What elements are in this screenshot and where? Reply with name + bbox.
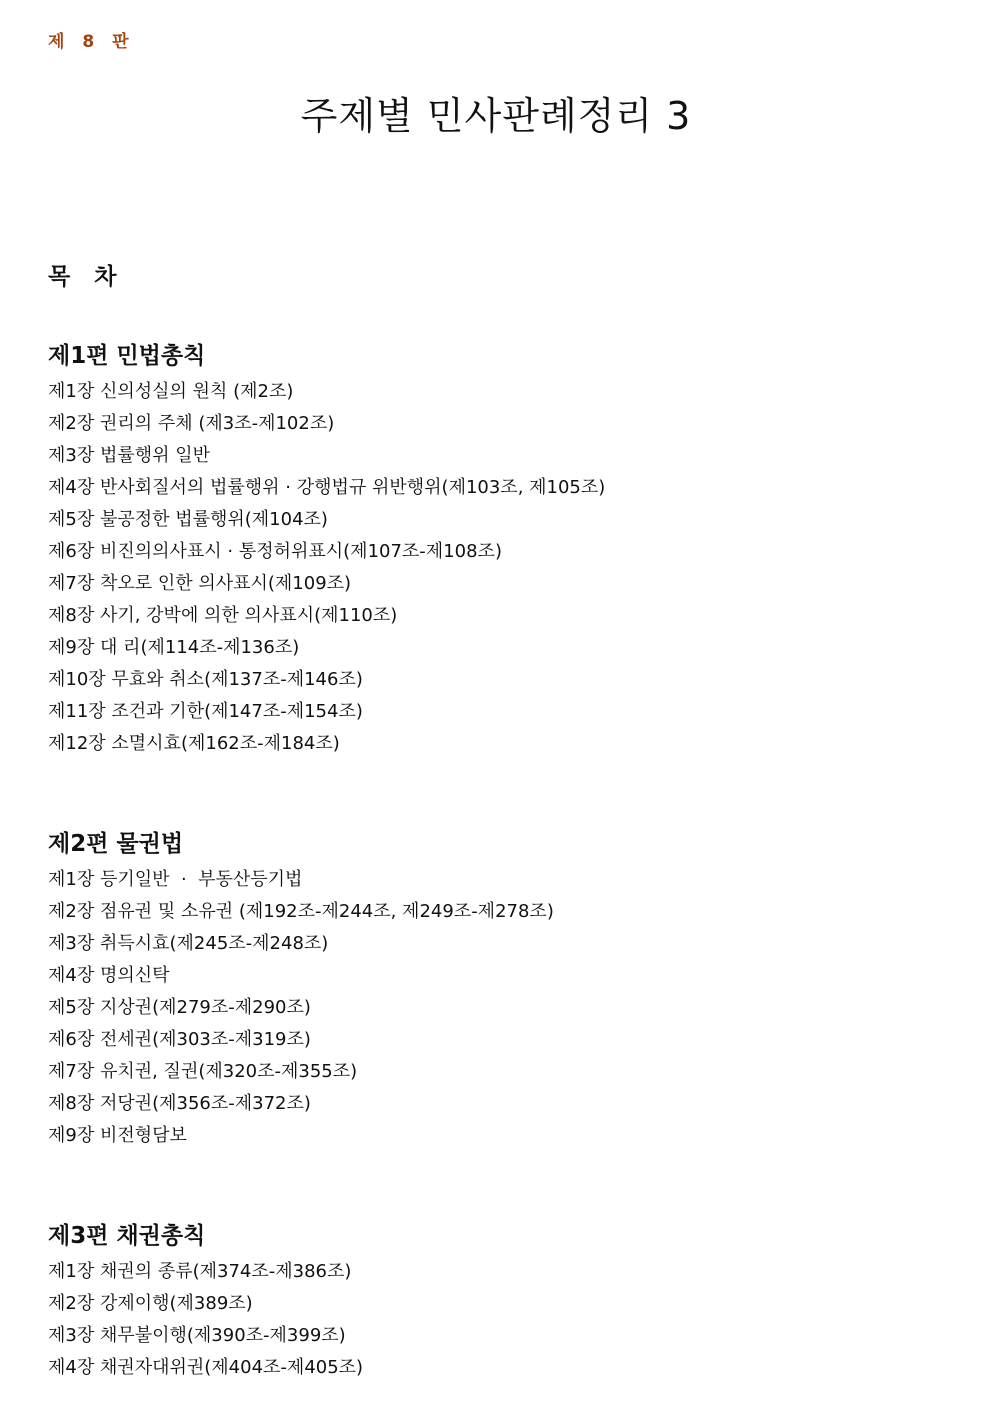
- toc-chapter: 제6장 전세권(제303조-제319조): [48, 1029, 311, 1050]
- toc-chapter: 제9장 비전형담보: [48, 1125, 187, 1146]
- toc-chapter: 제3장 법률행위 일반: [48, 445, 210, 466]
- toc-chapter: 제7장 착오로 인한 의사표시(제109조): [48, 573, 352, 594]
- toc-chapter: 제8장 사기, 강박에 의한 의사표시(제110조): [48, 605, 398, 626]
- document-title: 주제별 민사판례정리 3: [300, 94, 692, 138]
- part-title: 제2편 물권법: [48, 831, 184, 857]
- toc-chapter: 제4장 채권자대위권(제404조-제405조): [48, 1357, 364, 1378]
- toc-chapter: 제5장 지상권(제279조-제290조): [48, 997, 311, 1018]
- toc-part-2: [48, 828, 554, 1152]
- toc-chapter: 제3장 채무불이행(제390조-제399조): [48, 1325, 346, 1346]
- part-title: 제1편 민법총칙: [48, 343, 206, 369]
- toc-chapter: 제1장 채권의 종류(제374조-제386조): [48, 1261, 352, 1282]
- toc-chapter: 제8장 저당권(제356조-제372조): [48, 1093, 311, 1114]
- edition-label: 제 8 판: [48, 32, 135, 52]
- toc-chapter: 제11장 조건과 기한(제147조-제154조): [48, 701, 363, 722]
- chapter-list: [48, 864, 554, 1152]
- toc-chapter: 제5장 불공정한 법률행위(제104조): [48, 509, 328, 530]
- toc-chapter: 제4장 명의신탁: [48, 965, 170, 986]
- toc-chapter: 제2장 점유권 및 소유권 (제192조-제244조, 제249조-제278조): [48, 901, 554, 922]
- toc-chapter: 제12장 소멸시효(제162조-제184조): [48, 733, 340, 754]
- chapter-list: [48, 1256, 363, 1384]
- part-title: 제3편 채권총칙: [48, 1223, 206, 1249]
- toc-heading: 목 차: [48, 264, 125, 290]
- toc-chapter: 제4장 반사회질서의 법률행위 · 강행법규 위반행위(제103조, 제105조): [48, 477, 606, 498]
- toc-chapter: 제7장 유치권, 질권(제320조-제355조): [48, 1061, 358, 1082]
- toc-part-3: [48, 1220, 363, 1384]
- chapter-list: [48, 376, 605, 760]
- toc-chapter: 제2장 권리의 주체 (제3조-제102조): [48, 413, 335, 434]
- toc-chapter: 제10장 무효와 취소(제137조-제146조): [48, 669, 363, 690]
- toc-chapter: 제9장 대 리(제114조-제136조): [48, 637, 300, 658]
- toc-chapter: 제1장 신의성실의 원칙 (제2조): [48, 381, 294, 402]
- toc-chapter: 제6장 비진의의사표시 · 통정허위표시(제107조-제108조): [48, 541, 502, 562]
- toc-chapter: 제3장 취득시효(제245조-제248조): [48, 933, 329, 954]
- toc-part-1: [48, 340, 605, 760]
- toc-chapter: 제2장 강제이행(제389조): [48, 1293, 253, 1314]
- toc-chapter: 제1장 등기일반 · 부동산등기법: [48, 869, 303, 890]
